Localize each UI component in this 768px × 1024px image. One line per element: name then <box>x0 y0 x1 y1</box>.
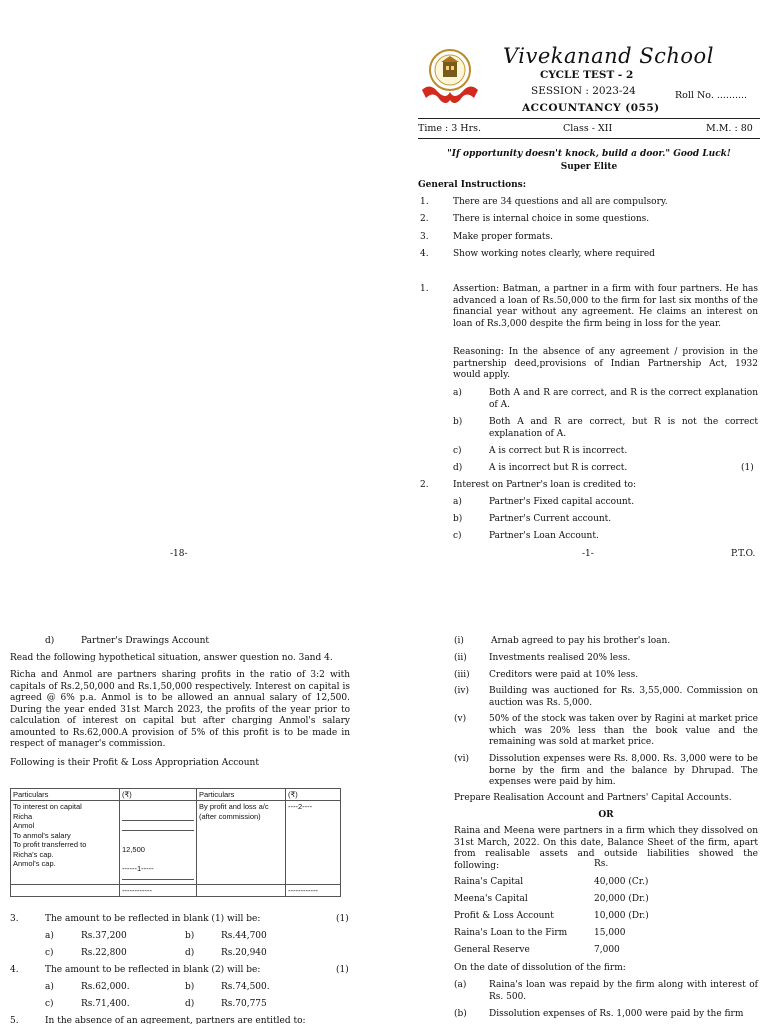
option-label: a) <box>45 931 54 941</box>
balance-key: Meena's Capital <box>454 894 528 904</box>
case-text: Richa and Anmol are partners sharing profits in the ratio of 3:2 with capitals of Rs.2,50,000 and Rs.1,50,000 respectively. Interest on capital is agreed @ 6% p.a. Anmol is to be allowed an annual salary of 12,500. During the year ended 31st March 2023, the profits of the year prior to calculation of interest on capital but after charging Anmol's salary amounted to Rs.62,000.A provision of 5% of this profit is to be made in respect of manager's commission. <box>10 670 350 749</box>
instructions-heading: General Instructions: <box>418 180 527 190</box>
option-text: Rs.37,200 <box>81 931 127 941</box>
col-header: Particulars <box>197 789 286 801</box>
debit-particulars <box>11 801 120 885</box>
blank-2: ----2---- <box>286 801 341 885</box>
option-label: b) <box>185 982 195 992</box>
total-dashes: ------------ <box>120 885 197 897</box>
option-text: Partner's Drawings Account <box>81 636 210 646</box>
item-text: 50% of the stock was taken over by Ragini at market price which was 20% less than the book value and the remaining was sold at market price. <box>489 714 758 747</box>
credit-particulars <box>197 801 286 885</box>
pto-label: P.T.O. <box>731 549 756 559</box>
option-text: Partner's Fixed capital account. <box>489 497 635 507</box>
balance-value: 20,000 (Dr.) <box>594 894 649 904</box>
option-label: b) <box>453 514 463 524</box>
roll-no: Roll No. .......... <box>675 90 748 101</box>
balance-value: 10,000 (Dr.) <box>594 911 649 921</box>
table-item: To anmol's salary <box>13 830 71 840</box>
balance-value: 7,000 <box>594 945 620 955</box>
raina-intro: Raina and Meena were partners in a firm which they dissolved on 31st March, 2022. On this date, Balance Sheet of the firm, apart from realisable assets and outside liabilities showed the following: <box>454 826 758 871</box>
page-number-left: -18- <box>170 549 188 559</box>
q5-text: In the absence of an agreement, partners are entitled to: <box>45 1016 306 1024</box>
option-label: a) <box>453 497 462 507</box>
table-item: Anmol <box>13 821 35 830</box>
q1-reasoning: Reasoning: In the absence of any agreement / provision in the partnership deed,provisions of Indian Partnership Act, 1932 would apply. <box>453 347 758 380</box>
table-item: Richa's cap. <box>13 849 54 859</box>
instruction-number: 4. <box>420 249 429 259</box>
option-text: Both A and R are correct, and R is the correct explanation of A. <box>489 388 758 410</box>
option-text: Rs.71,400. <box>81 999 130 1009</box>
item-label: (iii) <box>454 670 470 680</box>
table-caption: Following is their Profit & Loss Appropriation Account <box>10 758 259 768</box>
instruction-text: Show working notes clearly, where required <box>453 249 655 259</box>
prepare-instruction: Prepare Realisation Account and Partners' Capital Accounts. <box>454 793 732 803</box>
divider <box>418 118 760 119</box>
q1-assertion: Assertion: Batman, a partner in a firm with four partners. He has advanced a loan of Rs.50,000 to the firm for last six months of the financial year without any agreement. He claims an interest on loan of Rs.3,000 despite the firm being in loss for the year. <box>453 284 758 329</box>
option-text: Rs.62,000. <box>81 982 130 992</box>
dissolution-heading: On the date of dissolution of the firm: <box>454 963 626 973</box>
option-text: Rs.44,700 <box>221 931 267 941</box>
item-label: (iv) <box>454 686 469 696</box>
case-intro: Read the following hypothetical situation, answer question no. 3and 4. <box>10 653 333 663</box>
total-dashes: ------------ <box>286 885 341 897</box>
table-item: Richa <box>13 811 33 821</box>
instruction-text: There are 34 questions and all are compulsory. <box>453 197 668 207</box>
table-item: Anmol's cap. <box>13 859 56 868</box>
col-header: (₹) <box>120 789 197 801</box>
option-text: Both A and R are correct, but R is not the correct explanation of A. <box>489 417 758 439</box>
option-label: b) <box>453 417 463 427</box>
option-text: Rs.20,940 <box>221 948 267 958</box>
item-text: Building was auctioned for Rs. 3,55,000. Commission on auction was Rs. 5,000. <box>489 686 758 708</box>
school-name: Vivekanand School <box>503 44 714 68</box>
option-label: d) <box>45 636 55 646</box>
batch: Super Elite <box>560 162 618 172</box>
item-label: (v) <box>454 714 467 724</box>
item-text: Raina's loan was repaid by the firm along with interest of Rs. 500. <box>489 980 758 1002</box>
option-label: d) <box>185 999 195 1009</box>
item-label: (i) <box>454 636 464 646</box>
balance-value: 40,000 (Cr.) <box>594 877 649 887</box>
item-text: Arnab agreed to pay his brother's loan. <box>491 636 671 646</box>
blank-1: ------1----- <box>122 863 154 873</box>
col-header: (₹) <box>286 789 341 801</box>
balance-key: General Reserve <box>454 945 530 955</box>
subject: ACCOUNTANCY (055) <box>522 102 660 114</box>
option-text: A is correct but R is incorrect. <box>489 446 628 456</box>
option-label: c) <box>45 999 54 1009</box>
instruction-text: There is internal choice in some questions. <box>453 214 650 224</box>
question-number: 5. <box>10 1016 19 1024</box>
option-label: d) <box>185 948 195 958</box>
item-text: Dissolution expenses of Rs. 1,000 were paid by the firm <box>489 1009 744 1019</box>
option-label: c) <box>453 531 462 541</box>
q1-marks: (1) <box>741 463 754 473</box>
item-text: Investments realised 20% less. <box>489 653 631 663</box>
item-label: (b) <box>454 1009 467 1019</box>
option-text: Rs.74,500. <box>221 982 270 992</box>
option-label: c) <box>453 446 462 456</box>
q3-marks: (1) <box>336 914 349 924</box>
col-header: Particulars <box>11 789 120 801</box>
salary-amount: 12,500 <box>122 845 145 854</box>
question-number: 1. <box>420 284 429 294</box>
exam-page-bottom <box>0 620 768 1024</box>
class: Class - XII <box>563 123 613 134</box>
max-marks: M.M. : 80 <box>706 123 753 134</box>
balance-value: 15,000 <box>594 928 626 938</box>
time: Time : 3 Hrs. <box>418 123 482 134</box>
q3-text: The amount to be reflected in blank (1) will be: <box>45 914 261 924</box>
option-label: a) <box>453 388 462 398</box>
test-title: CYCLE TEST - 2 <box>540 69 634 81</box>
balance-key: Raina's Loan to the Firm <box>454 928 568 938</box>
item-text: Dissolution expenses were Rs. 8,000. Rs. 3,000 were to be borne by the firm and the balance by Dhrupad. The expenses were paid by him. <box>489 754 758 787</box>
item-label: (a) <box>454 980 467 990</box>
option-label: d) <box>453 463 463 473</box>
instruction-number: 1. <box>420 197 429 207</box>
instruction-number: 3. <box>420 232 429 242</box>
question-number: 2. <box>420 480 429 490</box>
question-number: 3. <box>10 914 19 924</box>
or-separator: OR <box>598 810 614 820</box>
table-item: To interest on capital <box>13 802 82 811</box>
item-text: Creditors were paid at 10% less. <box>489 670 639 680</box>
session: SESSION : 2023-24 <box>531 85 636 97</box>
debit-amounts <box>120 801 197 885</box>
balance-key: Profit & Loss Account <box>454 911 554 921</box>
option-text: A is incorrect but R is correct. <box>489 463 628 473</box>
item-label: (ii) <box>454 653 467 663</box>
option-text: Partner's Current account. <box>489 514 612 524</box>
table-item: By profit and loss a/c <box>199 802 269 811</box>
option-label: c) <box>45 948 54 958</box>
option-text: Rs.70,775 <box>221 999 267 1009</box>
option-text: Partner's Loan Account. <box>489 531 599 541</box>
q4-marks: (1) <box>336 965 349 975</box>
option-label: a) <box>45 982 54 992</box>
appropriation-table <box>10 788 341 897</box>
page-number: -1- <box>582 549 594 559</box>
school-logo-icon <box>420 46 478 108</box>
question-number: 4. <box>10 965 19 975</box>
q4-text: The amount to be reflected in blank (2) will be: <box>45 965 261 975</box>
option-label: b) <box>185 931 195 941</box>
rs-header: Rs. <box>594 859 609 869</box>
q2-text: Interest on Partner's loan is credited to: <box>453 480 637 490</box>
table-item: To profit transferred to <box>13 840 87 849</box>
balance-key: Raina's Capital <box>454 877 524 887</box>
instruction-text: Make proper formats. <box>453 232 554 242</box>
divider <box>418 138 760 139</box>
instruction-number: 2. <box>420 214 429 224</box>
item-label: (vi) <box>454 754 469 764</box>
option-text: Rs.22,800 <box>81 948 127 958</box>
quote: "If opportunity doesn't knock, build a door." Good Luck! <box>447 149 731 159</box>
table-item: (after commission) <box>199 811 261 821</box>
